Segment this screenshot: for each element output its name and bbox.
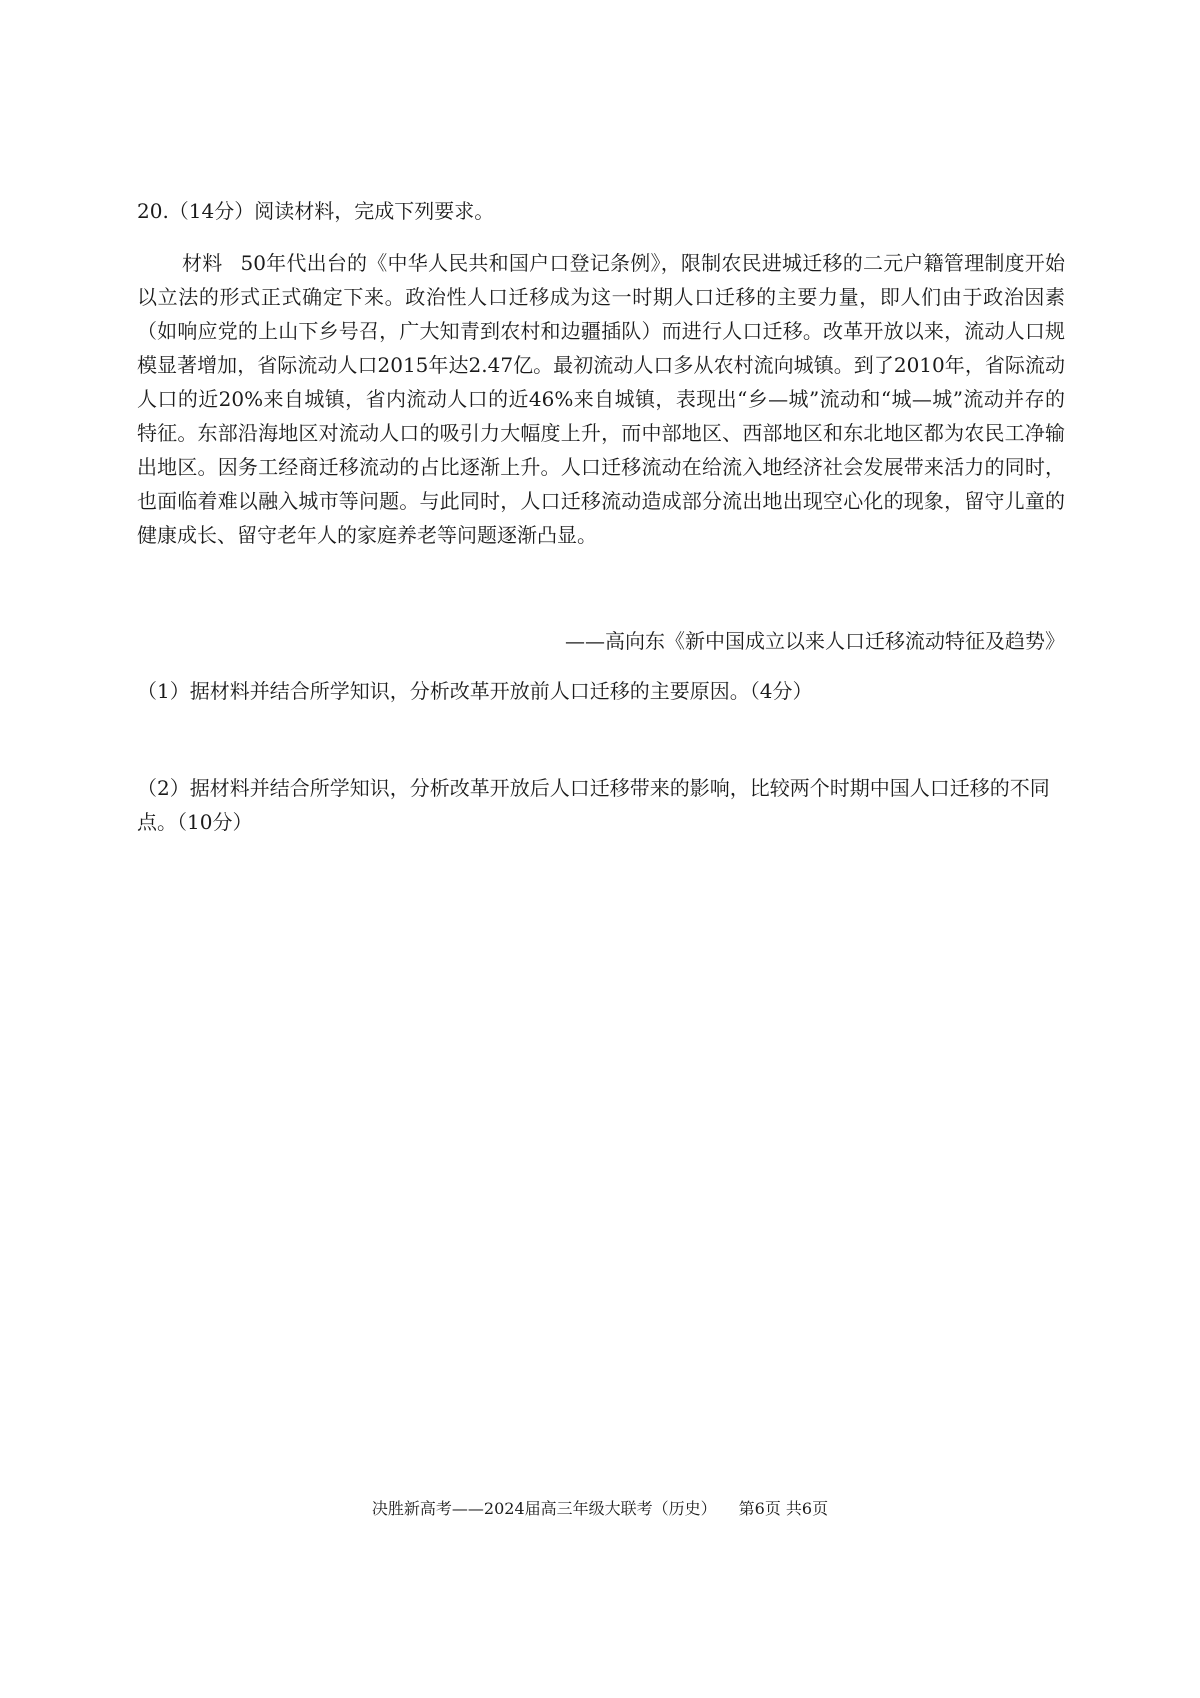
sub-question-1: （1）据材料并结合所学知识，分析改革开放前人口迁移的主要原因。（4分） [137,679,813,703]
page-footer [0,1497,1200,1521]
material-paragraph [137,246,1065,552]
material-text: 50年代出台的《中华人民共和国户口登记条例》，限制农民进城迁移的二元户籍管理制度开始以立法的形式正式确定下来。政治性人口迁移成为这一时期人口迁移的主要力量，即人们由于政治因素（如响应党的上山下乡号召，广大知青到农村和边疆插队）而进行人口迁移。改革开放以来，流动人口规模显著增加，省际流动人口2015年达2.47亿。最初流动人口多从农村流向城镇。到了2010年，省际流动人口的近20%来自城镇，省内流动人口的近46%来自城镇，表现出“乡—城”流动和“城—城”流动并存的特征。东部沿海地区对流动人口的吸引力大幅度上升，而中部地区、西部地区和东北地区都为农民工净输出地区。因务工经商迁移流动的占比逐渐上升。人口迁移流动在给流入地经济社会发展带来活力的同时，也面临着难以融入城市等问题。与此同时，人口迁移流动造成部分流出地出现空心化的现象，留守儿童的健康成长、留守老年人的家庭养老等问题逐渐凸显。 [137,251,1066,547]
sub-question-2: （2）据材料并结合所学知识，分析改革开放后人口迁移带来的影响，比较两个时期中国人口迁移的不同点。（10分） [137,776,1050,834]
footer-exam-title: 决胜新高考——2024届高三年级大联考（历史） [371,1499,717,1518]
material-label: 材料 [182,251,223,275]
question-title: 20.（14分）阅读材料，完成下列要求。 [137,199,495,223]
footer-page-info: 第6页 共6页 [738,1499,829,1518]
material-source: ——高向东《新中国成立以来人口迁移流动特征及趋势》 [565,629,1065,653]
